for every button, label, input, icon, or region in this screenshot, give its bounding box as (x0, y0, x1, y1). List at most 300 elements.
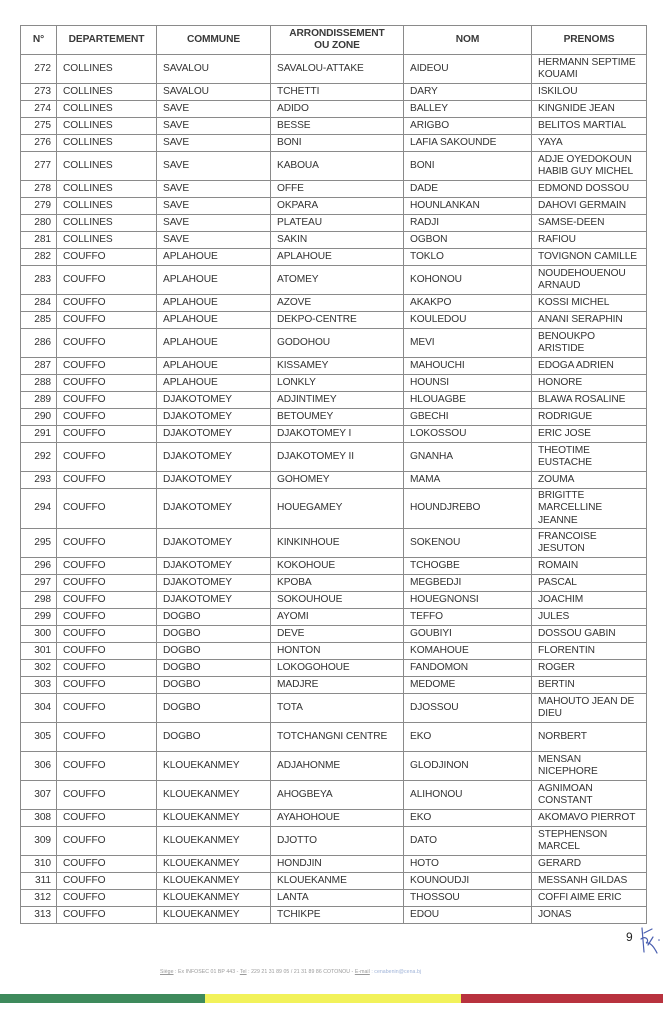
table-row (21, 694, 647, 723)
cell-commune: KLOUEKANMEY (157, 827, 271, 856)
cell-prenoms: KOSSI MICHEL (532, 295, 647, 312)
cell-nom: BALLEY (404, 101, 532, 118)
cell-commune: APLAHOUE (157, 266, 271, 295)
cell-commune: KLOUEKANMEY (157, 873, 271, 890)
cell-arrondissement: DEVE (271, 626, 404, 643)
cell-arrondissement: OFFE (271, 181, 404, 198)
cell-commune: KLOUEKANMEY (157, 781, 271, 810)
cell-arrondissement: SOKOUHOUE (271, 592, 404, 609)
cell-departement: COLLINES (57, 135, 157, 152)
table-row (21, 856, 647, 873)
cell-departement: COUFFO (57, 781, 157, 810)
cell-departement: COLLINES (57, 101, 157, 118)
cell-nom: TOKLO (404, 249, 532, 266)
cell-arrondissement: KPOBA (271, 575, 404, 592)
table-row (21, 781, 647, 810)
cell-prenoms: COFFI AIME ERIC (532, 890, 647, 907)
cell-arrondissement: MADJRE (271, 677, 404, 694)
table-row (21, 118, 647, 135)
table-row (21, 810, 647, 827)
table-row (21, 409, 647, 426)
footer-contact (160, 969, 580, 975)
table-row (21, 392, 647, 409)
cell-prenoms: YAYA (532, 135, 647, 152)
table-row (21, 375, 647, 392)
cell-nom: EKO (404, 723, 532, 752)
cell-nom: TCHOGBE (404, 558, 532, 575)
cell-nom: ALIHONOU (404, 781, 532, 810)
table-row (21, 472, 647, 489)
cell-prenoms: AKOMAVO PIERROT (532, 810, 647, 827)
header-nom: NOM (404, 26, 532, 55)
cell-prenoms: GERARD (532, 856, 647, 873)
page-number: 9 (626, 930, 633, 944)
cell-nom: TEFFO (404, 609, 532, 626)
cell-nom: EKO (404, 810, 532, 827)
cell-number: 313 (21, 907, 57, 924)
cell-number: 303 (21, 677, 57, 694)
table-row (21, 609, 647, 626)
cell-arrondissement: BONI (271, 135, 404, 152)
cell-number: 276 (21, 135, 57, 152)
cell-commune: KLOUEKANMEY (157, 907, 271, 924)
cell-number: 285 (21, 312, 57, 329)
cell-departement: COUFFO (57, 443, 157, 472)
cell-commune: DJAKOTOMEY (157, 558, 271, 575)
cell-prenoms: ISKILOU (532, 84, 647, 101)
cell-departement: COUFFO (57, 643, 157, 660)
footer-email[interactable]: : cenabenin@cena.bj (371, 969, 422, 975)
table-row (21, 489, 647, 529)
cell-number: 309 (21, 827, 57, 856)
table-row (21, 723, 647, 752)
table-row (21, 55, 647, 84)
cell-arrondissement: LANTA (271, 890, 404, 907)
header-commune: COMMUNE (157, 26, 271, 55)
cell-departement: COUFFO (57, 266, 157, 295)
cell-prenoms: NORBERT (532, 723, 647, 752)
cell-nom: LOKOSSOU (404, 426, 532, 443)
table-row (21, 135, 647, 152)
cell-prenoms: RAFIOU (532, 232, 647, 249)
cell-arrondissement: SAVALOU-ATTAKE (271, 55, 404, 84)
cell-number: 278 (21, 181, 57, 198)
cell-prenoms: ROMAIN (532, 558, 647, 575)
cell-nom: DARY (404, 84, 532, 101)
cell-number: 282 (21, 249, 57, 266)
cell-commune: SAVALOU (157, 84, 271, 101)
cell-nom: BONI (404, 152, 532, 181)
cell-commune: KLOUEKANMEY (157, 856, 271, 873)
table-row (21, 84, 647, 101)
flag-band-green (0, 994, 205, 1003)
header-departement: DEPARTEMENT (57, 26, 157, 55)
cell-number: 286 (21, 329, 57, 358)
footer-tel: : 229 21 31 89 05 / 21 31 89 86 COTONOU - (248, 969, 354, 975)
cell-departement: COUFFO (57, 592, 157, 609)
cell-number: 298 (21, 592, 57, 609)
footer-email-label: E-mail (354, 969, 370, 975)
cell-nom: SOKENOU (404, 529, 532, 558)
cell-commune: KLOUEKANMEY (157, 810, 271, 827)
cell-nom: MEDOME (404, 677, 532, 694)
cell-number: 301 (21, 643, 57, 660)
cell-prenoms: KINGNIDE JEAN (532, 101, 647, 118)
cell-arrondissement: SAKIN (271, 232, 404, 249)
table-row (21, 358, 647, 375)
cell-number: 295 (21, 529, 57, 558)
cell-nom: DADE (404, 181, 532, 198)
cell-departement: COUFFO (57, 827, 157, 856)
cell-commune: DOGBO (157, 626, 271, 643)
cell-arrondissement: TOTA (271, 694, 404, 723)
cell-commune: DOGBO (157, 694, 271, 723)
footer-address-label: Siège (160, 969, 174, 975)
cell-departement: COUFFO (57, 392, 157, 409)
cell-number: 272 (21, 55, 57, 84)
cell-departement: COLLINES (57, 55, 157, 84)
cell-nom: KOULEDOU (404, 312, 532, 329)
cell-commune: APLAHOUE (157, 249, 271, 266)
cell-number: 273 (21, 84, 57, 101)
cell-departement: COLLINES (57, 84, 157, 101)
cell-nom: MEVI (404, 329, 532, 358)
cell-commune: SAVE (157, 181, 271, 198)
cell-prenoms: BLAWA ROSALINE (532, 392, 647, 409)
cell-number: 291 (21, 426, 57, 443)
cell-commune: DJAKOTOMEY (157, 489, 271, 529)
table-row (21, 426, 647, 443)
cell-number: 274 (21, 101, 57, 118)
cell-arrondissement: TOTCHANGNI CENTRE (271, 723, 404, 752)
cell-number: 312 (21, 890, 57, 907)
cell-departement: COUFFO (57, 660, 157, 677)
cell-number: 304 (21, 694, 57, 723)
cell-departement: COLLINES (57, 232, 157, 249)
cell-prenoms: NOUDEHOUENOU ARNAUD (532, 266, 647, 295)
cell-departement: COUFFO (57, 609, 157, 626)
cell-commune: KLOUEKANMEY (157, 752, 271, 781)
cell-prenoms: ZOUMA (532, 472, 647, 489)
cell-arrondissement: DJOTTO (271, 827, 404, 856)
cell-nom: DJOSSOU (404, 694, 532, 723)
cell-prenoms: ADJE OYEDOKOUN HABIB GUY MICHEL (532, 152, 647, 181)
cell-number: 279 (21, 198, 57, 215)
table-row (21, 907, 647, 924)
table-row (21, 198, 647, 215)
cell-prenoms: ERIC JOSE (532, 426, 647, 443)
cell-prenoms: EDOGA ADRIEN (532, 358, 647, 375)
cell-commune: DOGBO (157, 723, 271, 752)
header-arrondissement: ARRONDISSEMENT OU ZONE (271, 26, 404, 55)
cell-number: 310 (21, 856, 57, 873)
cell-departement: COLLINES (57, 215, 157, 232)
cell-number: 305 (21, 723, 57, 752)
cell-commune: SAVE (157, 118, 271, 135)
cell-prenoms: JULES (532, 609, 647, 626)
table-row (21, 312, 647, 329)
cell-number: 294 (21, 489, 57, 529)
cell-nom: MAMA (404, 472, 532, 489)
cell-arrondissement: KLOUEKANME (271, 873, 404, 890)
header-number: N° (21, 26, 57, 55)
cell-prenoms: HERMANN SEPTIME KOUAMI (532, 55, 647, 84)
roster-table (20, 25, 647, 924)
cell-departement: COUFFO (57, 856, 157, 873)
cell-nom: KOHONOU (404, 266, 532, 295)
cell-commune: DOGBO (157, 660, 271, 677)
cell-nom: HLOUAGBE (404, 392, 532, 409)
table-row (21, 266, 647, 295)
table-row (21, 232, 647, 249)
cell-commune: DJAKOTOMEY (157, 529, 271, 558)
table-row (21, 626, 647, 643)
cell-nom: HOTO (404, 856, 532, 873)
cell-commune: APLAHOUE (157, 312, 271, 329)
cell-prenoms: JONAS (532, 907, 647, 924)
cell-number: 290 (21, 409, 57, 426)
table-row (21, 558, 647, 575)
cell-nom: GLODJINON (404, 752, 532, 781)
table-row (21, 643, 647, 660)
cell-nom: LAFIA SAKOUNDE (404, 135, 532, 152)
cell-nom: FANDOMON (404, 660, 532, 677)
cell-nom: MAHOUCHI (404, 358, 532, 375)
cell-number: 302 (21, 660, 57, 677)
cell-departement: COUFFO (57, 890, 157, 907)
cell-number: 287 (21, 358, 57, 375)
cell-arrondissement: LONKLY (271, 375, 404, 392)
cell-departement: COUFFO (57, 529, 157, 558)
cell-commune: SAVE (157, 215, 271, 232)
cell-commune: APLAHOUE (157, 295, 271, 312)
cell-arrondissement: BETOUMEY (271, 409, 404, 426)
cell-departement: COLLINES (57, 118, 157, 135)
cell-departement: COUFFO (57, 694, 157, 723)
cell-nom: AKAKPO (404, 295, 532, 312)
cell-commune: SAVE (157, 198, 271, 215)
cell-arrondissement: HOUEGAMEY (271, 489, 404, 529)
cell-number: 297 (21, 575, 57, 592)
cell-commune: DJAKOTOMEY (157, 575, 271, 592)
cell-arrondissement: HONDJIN (271, 856, 404, 873)
cell-number: 292 (21, 443, 57, 472)
cell-arrondissement: KINKINHOUE (271, 529, 404, 558)
cell-arrondissement: APLAHOUE (271, 249, 404, 266)
flag-band-yellow (205, 994, 461, 1003)
cell-commune: DOGBO (157, 609, 271, 626)
cell-prenoms: DAHOVI GERMAIN (532, 198, 647, 215)
cell-arrondissement: ADIDO (271, 101, 404, 118)
footer-tel-label: Tel (239, 969, 247, 975)
cell-nom: HOUEGNONSI (404, 592, 532, 609)
cell-number: 284 (21, 295, 57, 312)
cell-prenoms: BENOUKPO ARISTIDE (532, 329, 647, 358)
cell-departement: COUFFO (57, 295, 157, 312)
cell-commune: SAVE (157, 135, 271, 152)
cell-nom: HOUNDJREBO (404, 489, 532, 529)
cell-prenoms: FLORENTIN (532, 643, 647, 660)
cell-departement: COLLINES (57, 152, 157, 181)
cell-prenoms: ROGER (532, 660, 647, 677)
cell-arrondissement: DJAKOTOMEY I (271, 426, 404, 443)
cell-prenoms: BRIGITTE MARCELLINE JEANNE (532, 489, 647, 529)
signature-initials-icon (636, 925, 660, 955)
cell-arrondissement: HONTON (271, 643, 404, 660)
cell-arrondissement: KISSAMEY (271, 358, 404, 375)
table-row (21, 152, 647, 181)
cell-nom: GNANHA (404, 443, 532, 472)
table-row (21, 890, 647, 907)
cell-nom: OGBON (404, 232, 532, 249)
cell-departement: COUFFO (57, 249, 157, 266)
cell-commune: SAVE (157, 152, 271, 181)
cell-nom: HOUNSI (404, 375, 532, 392)
cell-prenoms: TOVIGNON CAMILLE (532, 249, 647, 266)
cell-commune: DJAKOTOMEY (157, 592, 271, 609)
cell-departement: COUFFO (57, 626, 157, 643)
cell-commune: KLOUEKANMEY (157, 890, 271, 907)
cell-nom: MEGBEDJI (404, 575, 532, 592)
table-body (21, 55, 647, 924)
cell-prenoms: BELITOS MARTIAL (532, 118, 647, 135)
cell-commune: DJAKOTOMEY (157, 443, 271, 472)
cell-number: 277 (21, 152, 57, 181)
cell-departement: COUFFO (57, 329, 157, 358)
footer-address: : Ex INFOSEC 01 BP 443 - (175, 969, 239, 975)
cell-number: 300 (21, 626, 57, 643)
cell-prenoms: RODRIGUE (532, 409, 647, 426)
cell-arrondissement: AZOVE (271, 295, 404, 312)
cell-nom: HOUNLANKAN (404, 198, 532, 215)
cell-prenoms: AGNIMOAN CONSTANT (532, 781, 647, 810)
cell-arrondissement: LOKOGOHOUE (271, 660, 404, 677)
cell-departement: COUFFO (57, 752, 157, 781)
table-row (21, 181, 647, 198)
table-row (21, 443, 647, 472)
cell-number: 275 (21, 118, 57, 135)
table-row (21, 873, 647, 890)
cell-number: 306 (21, 752, 57, 781)
cell-nom: DATO (404, 827, 532, 856)
cell-prenoms: THEOTIME EUSTACHE (532, 443, 647, 472)
flag-band-red (461, 994, 663, 1003)
cell-arrondissement: ADJAHONME (271, 752, 404, 781)
table-row (21, 215, 647, 232)
cell-number: 296 (21, 558, 57, 575)
cell-commune: DJAKOTOMEY (157, 472, 271, 489)
cell-departement: COUFFO (57, 677, 157, 694)
cell-departement: COUFFO (57, 409, 157, 426)
cell-number: 307 (21, 781, 57, 810)
cell-departement: COUFFO (57, 426, 157, 443)
cell-departement: COUFFO (57, 375, 157, 392)
cell-prenoms: MENSAN NICEPHORE (532, 752, 647, 781)
table-row (21, 660, 647, 677)
cell-nom: ARIGBO (404, 118, 532, 135)
cell-arrondissement: ATOMEY (271, 266, 404, 295)
cell-commune: APLAHOUE (157, 329, 271, 358)
cell-arrondissement: TCHIKPE (271, 907, 404, 924)
cell-arrondissement: AHOGBEYA (271, 781, 404, 810)
cell-arrondissement: DEKPO-CENTRE (271, 312, 404, 329)
cell-number: 288 (21, 375, 57, 392)
cell-number: 280 (21, 215, 57, 232)
cell-commune: DOGBO (157, 677, 271, 694)
cell-departement: COUFFO (57, 873, 157, 890)
cell-number: 299 (21, 609, 57, 626)
cell-prenoms: ANANI SERAPHIN (532, 312, 647, 329)
table-row (21, 329, 647, 358)
cell-prenoms: PASCAL (532, 575, 647, 592)
cell-nom: KOMAHOUE (404, 643, 532, 660)
cell-nom: AIDEOU (404, 55, 532, 84)
cell-nom: GBECHI (404, 409, 532, 426)
cell-commune: APLAHOUE (157, 358, 271, 375)
cell-number: 281 (21, 232, 57, 249)
cell-prenoms: BERTIN (532, 677, 647, 694)
cell-departement: COUFFO (57, 489, 157, 529)
cell-number: 293 (21, 472, 57, 489)
cell-arrondissement: AYAHOHOUE (271, 810, 404, 827)
cell-departement: COUFFO (57, 723, 157, 752)
cell-commune: SAVE (157, 232, 271, 249)
cell-nom: THOSSOU (404, 890, 532, 907)
cell-prenoms: SAMSE-DEEN (532, 215, 647, 232)
cell-prenoms: HONORE (532, 375, 647, 392)
cell-departement: COUFFO (57, 575, 157, 592)
cell-prenoms: MESSANH GILDAS (532, 873, 647, 890)
cell-departement: COUFFO (57, 472, 157, 489)
cell-arrondissement: TCHETTI (271, 84, 404, 101)
table-row (21, 752, 647, 781)
cell-departement: COUFFO (57, 558, 157, 575)
header-prenoms: PRENOMS (532, 26, 647, 55)
cell-departement: COUFFO (57, 358, 157, 375)
table-row (21, 827, 647, 856)
cell-departement: COLLINES (57, 198, 157, 215)
cell-nom: KOUNOUDJI (404, 873, 532, 890)
cell-arrondissement: BESSE (271, 118, 404, 135)
cell-arrondissement: PLATEAU (271, 215, 404, 232)
cell-arrondissement: KABOUA (271, 152, 404, 181)
cell-commune: DOGBO (157, 643, 271, 660)
table-header-row (21, 26, 647, 55)
cell-prenoms: DOSSOU GABIN (532, 626, 647, 643)
cell-departement: COUFFO (57, 312, 157, 329)
cell-departement: COUFFO (57, 810, 157, 827)
cell-commune: SAVE (157, 101, 271, 118)
table-row (21, 295, 647, 312)
cell-number: 289 (21, 392, 57, 409)
cell-arrondissement: ADJINTIMEY (271, 392, 404, 409)
cell-prenoms: JOACHIM (532, 592, 647, 609)
cell-nom: RADJI (404, 215, 532, 232)
cell-departement: COLLINES (57, 181, 157, 198)
cell-nom: GOUBIYI (404, 626, 532, 643)
table-row (21, 249, 647, 266)
cell-number: 283 (21, 266, 57, 295)
cell-prenoms: FRANCOISE JESUTON (532, 529, 647, 558)
cell-number: 308 (21, 810, 57, 827)
cell-departement: COUFFO (57, 907, 157, 924)
cell-commune: DJAKOTOMEY (157, 392, 271, 409)
cell-commune: DJAKOTOMEY (157, 426, 271, 443)
table-row (21, 677, 647, 694)
cell-arrondissement: OKPARA (271, 198, 404, 215)
cell-prenoms: MAHOUTO JEAN DE DIEU (532, 694, 647, 723)
cell-commune: DJAKOTOMEY (157, 409, 271, 426)
